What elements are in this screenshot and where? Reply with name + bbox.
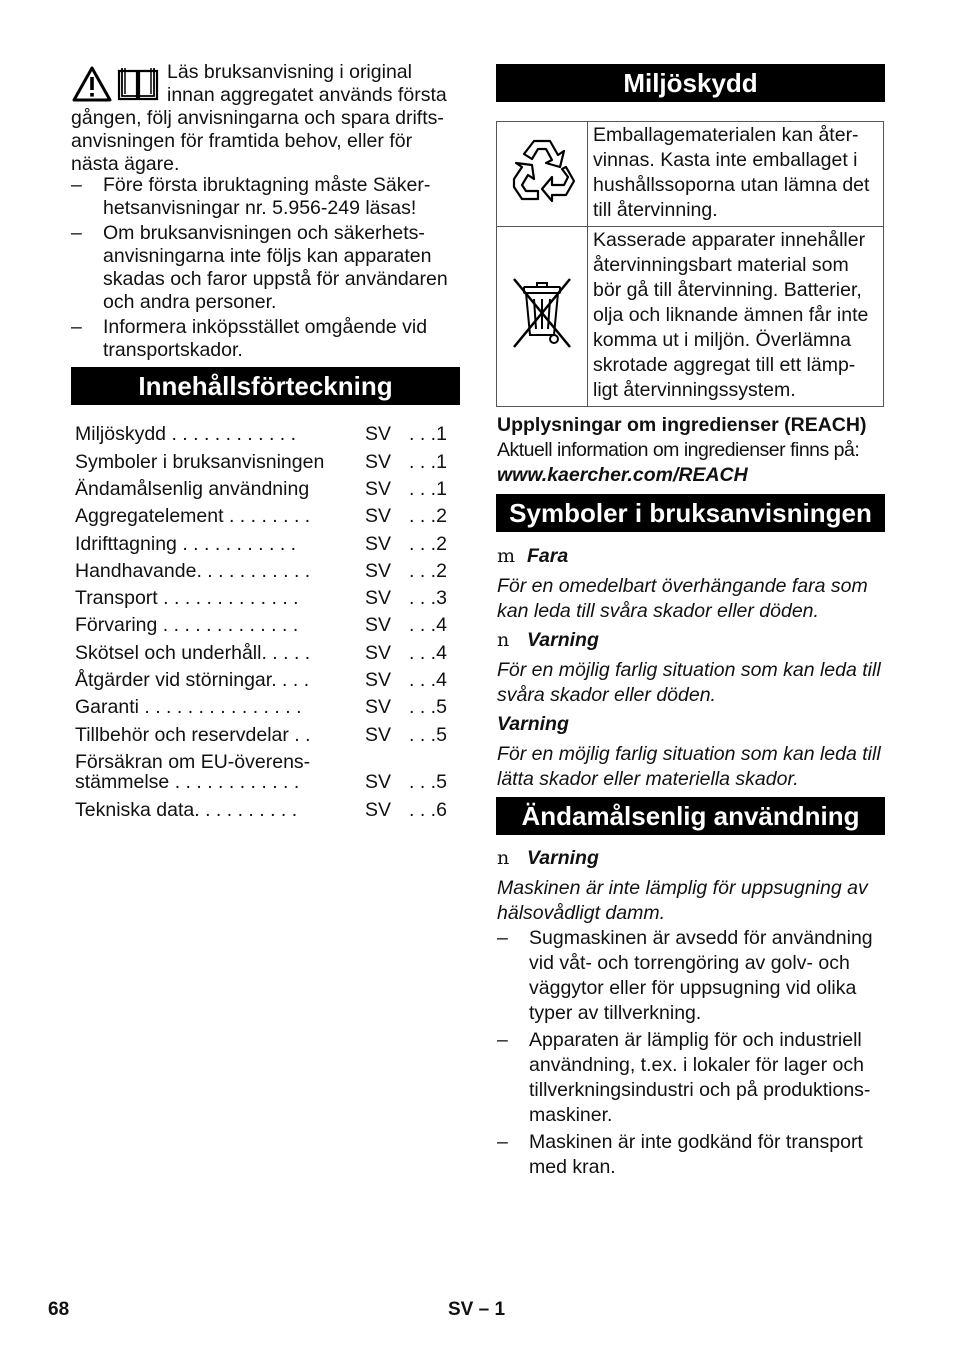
toc-title: Symboler i bruksanvisningen	[75, 451, 325, 473]
toc-page: . . .4	[409, 642, 447, 664]
symbol-text: För en omedelbart överhängande fara som kan leda till svåra skador eller döden.	[497, 575, 868, 622]
toc-page: . . .2	[409, 560, 447, 582]
toc-page: . . .4	[409, 614, 447, 636]
toc-lang: SV	[365, 423, 392, 445]
reach-title: Upplysningar om ingredienser (REACH)	[497, 414, 867, 436]
toc-lang: SV	[365, 799, 392, 821]
symbol-label: Varning	[497, 713, 569, 735]
toc-lang: SV	[365, 560, 392, 582]
env-table	[496, 121, 884, 407]
crossed-bin-icon	[497, 227, 588, 407]
symbol-text: För en möjlig farlig situation som kan leda till lätta skador eller materiella skador.	[497, 743, 881, 790]
toc-title: Försäkran om EU-överens-	[75, 751, 311, 773]
toc-page: . . .2	[409, 533, 447, 555]
toc-lang: SV	[365, 696, 392, 718]
toc-page: . . .5	[409, 724, 447, 746]
toc-lang: SV	[365, 614, 392, 636]
intro-bullets	[71, 174, 463, 362]
toc-title: Förvaring . . . . . . . . . . . . .	[75, 614, 299, 636]
symbol-fara-row	[497, 545, 568, 568]
toc-lang: SV	[365, 669, 392, 691]
toc-lang: SV	[365, 587, 392, 609]
symbols-heading: Symboler i bruksanvisningen	[496, 494, 885, 532]
toc-title: Åtgärder vid störningar. . . .	[75, 669, 310, 691]
env-text-1: Emballagematerialen kan åter-vinnas. Kasta inte emballaget i hushållssoporna utan lämna det till återvinning.	[588, 122, 884, 227]
list-item: – Informera inköpsstället omgående vid transportskador.	[71, 316, 428, 361]
toc-title: Skötsel och underhåll. . . . .	[75, 642, 311, 664]
danger-symbol-icon: m	[497, 545, 516, 567]
recycle-icon	[497, 122, 588, 227]
toc-title: Idrifttagning . . . . . . . . . . .	[75, 533, 297, 555]
intro-text: gången, följ anvisningarna och spara drifts-anvisningen för framtida behov, eller för nästa ägare.	[71, 107, 444, 175]
toc-title: Miljöskydd . . . . . . . . . . . .	[75, 423, 297, 445]
toc-page: . . .5	[409, 696, 447, 718]
toc-page: . . .1	[409, 423, 447, 445]
list-item: – Maskinen är inte godkänd för transport med kran.	[497, 1131, 863, 1178]
toc-page: . . .4	[409, 669, 447, 691]
page-label: SV – 1	[448, 1299, 506, 1320]
list-item: – Om bruksanvisningen och säkerhets-anvisningarna inte följs kan apparaten skadas och faror uppstå för användaren och andra personer.	[71, 222, 448, 313]
toc-page: . . .6	[409, 799, 447, 821]
toc-title: Tillbehör och reservdelar . .	[75, 724, 311, 746]
usage-bullets	[497, 926, 887, 1180]
manual-book-icon	[116, 66, 160, 102]
symbol-label: Varning	[527, 629, 599, 651]
toc-title: Transport . . . . . . . . . . . . .	[75, 587, 299, 609]
warning-icon	[72, 66, 112, 102]
toc-page: . . .5	[409, 771, 447, 793]
warning-symbol-icon: n	[497, 629, 510, 651]
toc-page: . . .2	[409, 505, 447, 527]
warning-symbol-icon: n	[497, 847, 510, 869]
intro-line1: Läs bruksanvisning i original	[167, 61, 412, 83]
intro-line2: innan aggregatet används första	[167, 84, 447, 106]
toc-title: stämmelse . . . . . . . . . . . .	[75, 771, 300, 793]
usage-warning-row	[497, 847, 599, 870]
toc-lang: SV	[365, 642, 392, 664]
toc-page: . . .3	[409, 587, 447, 609]
toc-lang: SV	[365, 478, 392, 500]
toc-title: Aggregatelement . . . . . . . .	[75, 505, 311, 527]
toc-lang: SV	[365, 724, 392, 746]
table-row	[497, 122, 884, 227]
toc-page: . . .1	[409, 451, 447, 473]
toc-lang: SV	[365, 505, 392, 527]
toc-lang: SV	[365, 533, 392, 555]
usage-warning-label: Varning	[527, 847, 599, 869]
toc-title: Handhavande. . . . . . . . . . .	[75, 560, 311, 582]
page-number: 68	[48, 1299, 70, 1320]
reach-text: Aktuell information om ingredienser finns på:	[497, 439, 860, 461]
toc-title: Ändamålsenlig användning	[75, 478, 310, 500]
toc-page: . . .1	[409, 478, 447, 500]
toc-title: Tekniska data. . . . . . . . . .	[75, 799, 298, 821]
symbol-label: Fara	[527, 545, 569, 567]
toc-lang: SV	[365, 451, 392, 473]
env-text-2: Kasserade apparater innehåller återvinningsbart material som bör gå till återvinning. Batterier, olja och liknande ämnen får inte komma ut i miljön. Överlämna skrotade aggregat till ett lämp-ligt återvinningssystem.	[588, 227, 884, 407]
usage-warning-text: Maskinen är inte lämplig för uppsugning av hälsovådligt damm.	[497, 877, 868, 924]
symbol-text: För en möjlig farlig situation som kan leda till svåra skador eller döden.	[497, 659, 881, 706]
list-item: – Apparaten är lämplig för och industriell användning, t.ex. i lokaler för lager och tillverkningsindustri och på produktions-maskiner.	[497, 1029, 871, 1126]
table-row	[497, 227, 884, 407]
symbol-varning-row	[497, 629, 599, 652]
env-heading: Miljöskydd	[496, 64, 885, 102]
list-item: – Före första ibruktagning måste Säker-hetsanvisningar nr. 5.956-249 läsas!	[71, 174, 431, 219]
list-item: – Sugmaskinen är avsedd för användning vid våt- och torrengöring av golv- och väggytor eller för uppsugning vid olika typer av tillverkning.	[497, 927, 873, 1024]
toc-title: Garanti . . . . . . . . . . . . . . .	[75, 696, 302, 718]
reach-link[interactable]: www.kaercher.com/REACH	[497, 464, 748, 486]
usage-heading: Ändamålsenlig användning	[496, 797, 885, 835]
toc-lang: SV	[365, 771, 392, 793]
toc-heading: Innehållsförteckning	[71, 367, 460, 405]
